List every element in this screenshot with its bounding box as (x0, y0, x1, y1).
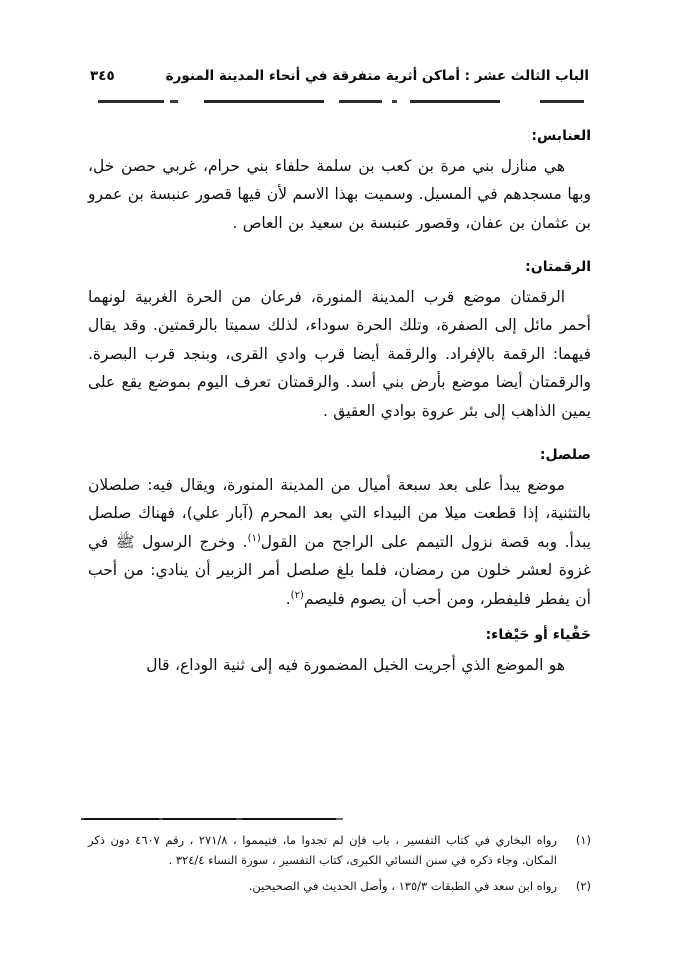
running-header-title: الباب الثالث عشر : أماكن أثرية متفرقة في أنحاء المدينة المنورة (165, 68, 589, 84)
sentence-period-2: . (285, 589, 291, 608)
body-text-column (88, 128, 591, 679)
paragraph-salsal-text2: وخرج الرسول ﷺ في غزوة لعشر خلون من رمضان، فلما بلغ صلصل أمر الزبير أن ينادي: من أحب أن يفطر فليفطر، ومن أحب أن يصوم فليصم (88, 532, 591, 608)
section-heading-salsal: صلصل: (539, 447, 591, 463)
section-spacer (88, 237, 591, 259)
running-header (90, 68, 589, 92)
sentence-period: . (242, 532, 248, 551)
footnote-separator-rule (81, 818, 343, 820)
footnote-text-1: رواه البخاري في كتاب التفسير ، باب فإن لم تجدوا ما، فتيمموا ، ٢٧١/٨ ، رقم ٤٦٠٧ دون ذكر المكان. وجاء ذكره في سنن النسائي الكبرى، كتاب التفسير ، سورة النساء ٣٢٤/٤ . (88, 833, 557, 867)
footnote-item (88, 876, 591, 896)
footnote-marker-2: (٢) (575, 879, 591, 893)
footnote-text-2: رواه ابن سعد في الطبقات ١٣٥/٣ ، وأصل الحديث في الصحيحين. (248, 879, 557, 893)
paragraph-hafya: هو الموضع الذي أجريت الخيل المضمورة فيه إلى ثنية الوداع، قال (146, 655, 565, 674)
footnote-marker-1: (١) (575, 833, 591, 847)
paragraph-salsal-part1 (88, 471, 591, 614)
paragraph-salsal-text1: موضع يبدأ على بعد سبعة أميال من المدينة المنورة، ويقال فيه: صلصلان بالتثنية، إذا قطعت ميلا من البيداء التي بعد المحرم (آبار علي)، فهناك صلصل يبدأ. وبه قصة نزول التيمم على الراجح من القول (88, 475, 591, 551)
section-heading-al-ruqmatan: الرقمتان: (525, 259, 591, 275)
footnote-ref-1[interactable]: (١) (247, 532, 261, 544)
footnote-ref-2[interactable]: (٢) (290, 589, 304, 601)
section-spacer (88, 613, 591, 627)
header-divider-rule (92, 100, 587, 103)
footnotes-block (88, 830, 591, 902)
paragraph-al-ruqmatan: الرقمتان موضع قرب المدينة المنورة، فرعان من الحرة الغربية لونهما أحمر مائل إلى الصفرة، وتلك الحرة سوداء، لذلك سميتا بالرقمتين. وقد يقال فيهما: الرقمة بالإفراد. والرقمة أيضا قرب وادي القرى، وبنجد قرب البصرة. والرقمتان أيضا موضع بأرض بني أسد. والرقمتان تعرف اليوم بموضع يقع على يمين الذاهب إلى بئر عروة بوادي العقيق . (88, 287, 591, 420)
section-heading-al-anabis: العنابس: (531, 128, 591, 144)
paragraph-al-anabis: هي منازل بني مرة بن كعب بن سلمة حلفاء بني حرام، غربي حصن خل، وبها مسجدهم في المسيل. وسميت بهذا الاسم لأن فيها قصور عنبسة بن عمرو بن عثمان بن عفان، وقصور عنبسة بن سعيد بن العاص . (88, 156, 591, 232)
footnote-item (88, 830, 591, 870)
section-spacer (88, 425, 591, 447)
section-heading-hafya-aw-hayfa: حَفْياء أو حَيْفاء: (485, 627, 591, 643)
page-number: ٣٤٥ (90, 68, 115, 84)
